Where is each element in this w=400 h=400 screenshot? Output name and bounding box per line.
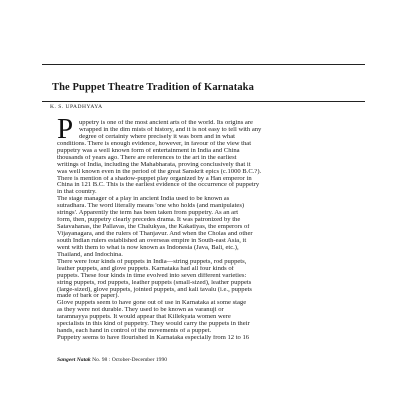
body-line: China in 121 B.C. This is the earliest evidence of the occurrence of puppetry [57, 182, 260, 189]
title-rule [42, 101, 365, 102]
journal-name: Sangeet Natak [57, 357, 91, 363]
body-line: uppetry is one of the most ancient arts of the world. Its origins are [79, 120, 253, 126]
body-line: Puppetry seems to have flourished in Karnataka especially from 12 to 16 [57, 335, 250, 342]
top-rule [42, 64, 365, 65]
body-line: There is mention of a shadow-puppet play organized by a Han emperor in [57, 175, 252, 182]
body-line: strings'. Apparently the term has been taken from puppetry. As an art [57, 210, 239, 217]
article-title: The Puppet Theatre Tradition of Karnataka [52, 82, 254, 93]
body-line: conditions. There is enough evidence, however, in favour of the view that [57, 140, 252, 147]
body-line: form, then, puppetry clearly precedes drama. It was patronized by the [57, 217, 241, 224]
body-line: south Indian rulers established an overseas empire in South-east Asia, it [57, 237, 247, 244]
article-body [57, 120, 361, 342]
body-line: went with them to what is now known as Indonesia (Java, Bali, etc.), [57, 244, 239, 251]
body-line: in that country. [57, 189, 97, 196]
drop-cap: P [57, 113, 74, 145]
body-line: was well known even in the period of the great Sanskrit epics (c.1000 B.C.?). [57, 168, 262, 175]
body-line: hands, each hand in control of the movements of a puppet. [57, 328, 212, 335]
body-line: as they were not durable. They used to be known as varanuji or [57, 307, 224, 314]
body-line: wrapped in the dim mists of history, and it is not easy to tell with any [79, 126, 262, 133]
body-line: degree of certainty where precisely it was born and in what [79, 133, 235, 140]
body-line: puppets. These four kinds in time evolved into seven different varieties: [57, 272, 247, 279]
body-line: writings of India, including the Mahabharata, proving conclusively that it [57, 161, 251, 168]
body-line: sutradhara. The word literally means 'one who holds (and manipulates) [57, 203, 245, 210]
body-line: specialists in this kind of puppetry. They would carry the puppets in their [57, 321, 250, 328]
body-line: taramnayya puppets. It would appear that Killekyata women were [57, 314, 231, 321]
body-line: Glove puppets seem to have gone out of use in Karnataka at some stage [57, 300, 247, 307]
body-line: thousands of years ago. There are references to the art in the earliest [57, 154, 237, 161]
body-line: (large-sized), glove puppets, jointed puppets, and kali tavalu (i.e., puppets [57, 286, 252, 293]
body-line: Satavahanas, the Pallavas, the Chalukyas, the Kakatiyas, the emperors of [57, 224, 250, 231]
body-line: The stage manager of a play in ancient India used to be known as [57, 196, 230, 203]
body-line: made of bark or paper). [57, 293, 120, 300]
body-line: leather puppets, and glove puppets. Karnataka had all four kinds of [57, 265, 234, 272]
body-line: There were four kinds of puppets in India—string puppets, rod puppets, [57, 258, 247, 265]
page-footer [57, 357, 167, 363]
author-name: K. S. UPADHYAYA [50, 104, 103, 110]
body-line: Vijayanagara, and the rulers of Thanjavur. And when the Cholas and other [57, 231, 253, 237]
body-line: string puppets, rod puppets, leather puppets (small-sized), leather puppets [57, 279, 252, 286]
body-line: Thailand, and Indochina. [57, 251, 123, 258]
journal-issue: No. 98 : October-December 1990 [92, 357, 168, 363]
body-line: puppetry was a well known form of entertainment in India and China [57, 147, 240, 154]
